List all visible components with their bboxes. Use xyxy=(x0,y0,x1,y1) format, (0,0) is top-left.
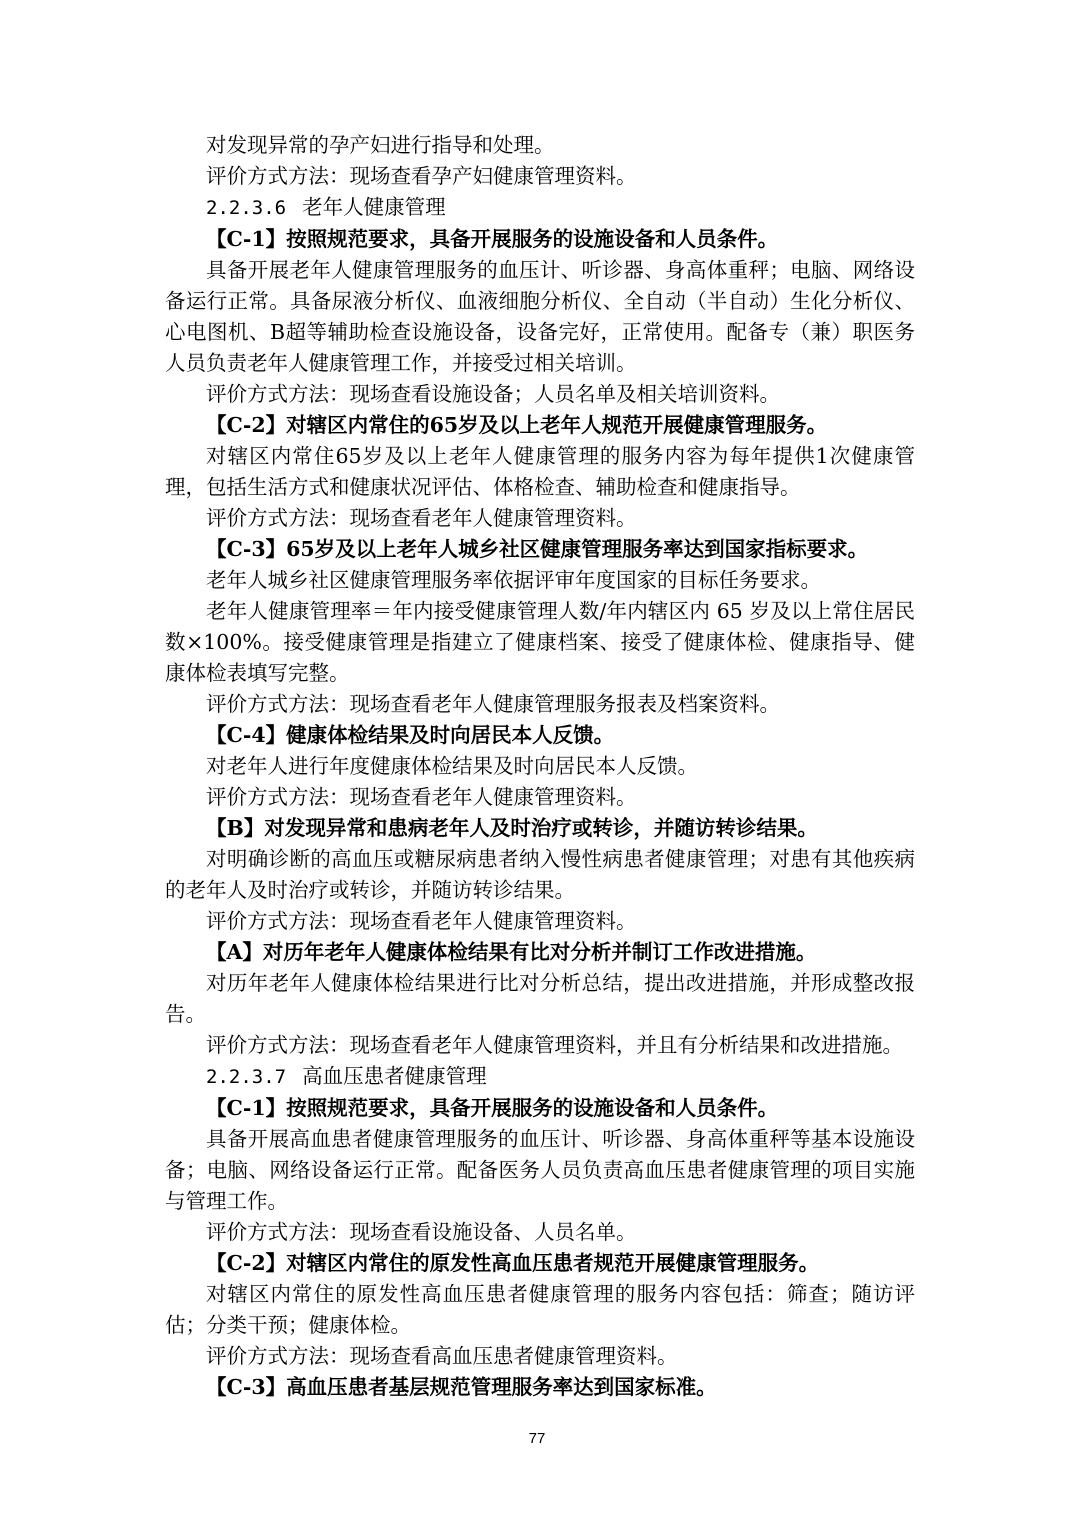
body-paragraph: 具备开展高血患者健康管理服务的血压计、听诊器、身高体重秤等基本设施设备；电脑、网络设备运行正常。配备医务人员负责高血压患者健康管理的项目实施与管理工作。 xyxy=(165,1127,915,1213)
body-paragraph: 评价方式方法：现场查看老年人健康管理资料。 xyxy=(206,506,637,530)
criterion-heading: 【C-1】按照规范要求，具备开展服务的设施设备和人员条件。 xyxy=(206,1096,779,1120)
section-title: 高血压患者健康管理 xyxy=(302,1064,487,1088)
body-paragraph: 具备开展老年人健康管理服务的血压计、听诊器、身高体重秤；电脑、网络设备运行正常。具备尿液分析仪、血液细胞分析仪、全自动（半自动）生化分析仪、心电图机、B超等辅助检查设施设备，设备完好，正常使用。配备专（兼）职医务人员负责老年人健康管理工作，并接受过相关培训。 xyxy=(165,258,915,375)
criterion-heading: 【C-1】按照规范要求，具备开展服务的设施设备和人员条件。 xyxy=(206,227,779,251)
body-paragraph: 对发现异常的孕产妇进行指导和处理。 xyxy=(206,133,555,157)
body-paragraph: 评价方式方法：现场查看老年人健康管理资料。 xyxy=(206,909,637,933)
criterion-heading: 【C-2】对辖区内常住的65岁及以上老年人规范开展健康管理服务。 xyxy=(206,413,828,437)
body-paragraph: 对辖区内常住的原发性高血压患者健康管理的服务内容包括：筛查；随访评估；分类干预；健康体检。 xyxy=(165,1282,915,1337)
body-paragraph: 评价方式方法：现场查看设施设备、人员名单。 xyxy=(206,1220,637,1244)
body-paragraph: 评价方式方法：现场查看老年人健康管理服务报表及档案资料。 xyxy=(206,692,780,716)
body-paragraph: 老年人城乡社区健康管理服务率依据评审年度国家的目标任务要求。 xyxy=(206,568,821,592)
criterion-heading: 【C-3】65岁及以上老年人城乡社区健康管理服务率达到国家指标要求。 xyxy=(206,537,869,561)
criterion-heading: 【B】对发现异常和患病老年人及时治疗或转诊，并随访转诊结果。 xyxy=(206,816,818,840)
body-paragraph: 评价方式方法：现场查看孕产妇健康管理资料。 xyxy=(206,164,637,188)
criterion-heading: 【C-2】对辖区内常住的原发性高血压患者规范开展健康管理服务。 xyxy=(206,1251,820,1275)
section-heading xyxy=(165,1061,915,1093)
body-paragraph: 评价方式方法：现场查看高血压患者健康管理资料。 xyxy=(206,1344,678,1368)
body-paragraph: 对明确诊断的高血压或糖尿病患者纳入慢性病患者健康管理；对患有其他疾病的老年人及时治疗或转诊，并随访转诊结果。 xyxy=(165,847,915,902)
body-paragraph: 老年人健康管理率＝年内接受健康管理人数/年内辖区内 65 岁及以上常住居民数×100%。接受健康管理是指建立了健康档案、接受了健康体检、健康指导、健康体检表填写完整。 xyxy=(165,599,915,685)
section-number: 2.2.3.7 xyxy=(206,1066,287,1088)
document-body xyxy=(165,130,915,1403)
body-paragraph: 对老年人进行年度健康体检结果及时向居民本人反馈。 xyxy=(206,754,698,778)
section-heading xyxy=(165,192,915,224)
section-number: 2.2.3.6 xyxy=(206,197,287,219)
body-paragraph: 对辖区内常住65岁及以上老年人健康管理的服务内容为每年提供1次健康管理，包括生活方式和健康状况评估、体格检查、辅助检查和健康指导。 xyxy=(165,444,915,499)
criterion-heading: 【C-3】高血压患者基层规范管理服务率达到国家标准。 xyxy=(206,1375,717,1399)
section-title: 老年人健康管理 xyxy=(302,195,446,219)
body-paragraph: 评价方式方法：现场查看设施设备；人员名单及相关培训资料。 xyxy=(206,382,780,406)
criterion-heading: 【A】对历年老年人健康体检结果有比对分析并制订工作改进措施。 xyxy=(206,940,817,964)
body-paragraph: 对历年老年人健康体检结果进行比对分析总结，提出改进措施，并形成整改报告。 xyxy=(165,971,915,1026)
body-paragraph: 评价方式方法：现场查看老年人健康管理资料，并且有分析结果和改进措施。 xyxy=(206,1033,903,1057)
criterion-heading: 【C-4】健康体检结果及时向居民本人反馈。 xyxy=(206,723,615,747)
body-paragraph: 评价方式方法：现场查看老年人健康管理资料。 xyxy=(206,785,637,809)
page-number: 77 xyxy=(528,1430,546,1447)
